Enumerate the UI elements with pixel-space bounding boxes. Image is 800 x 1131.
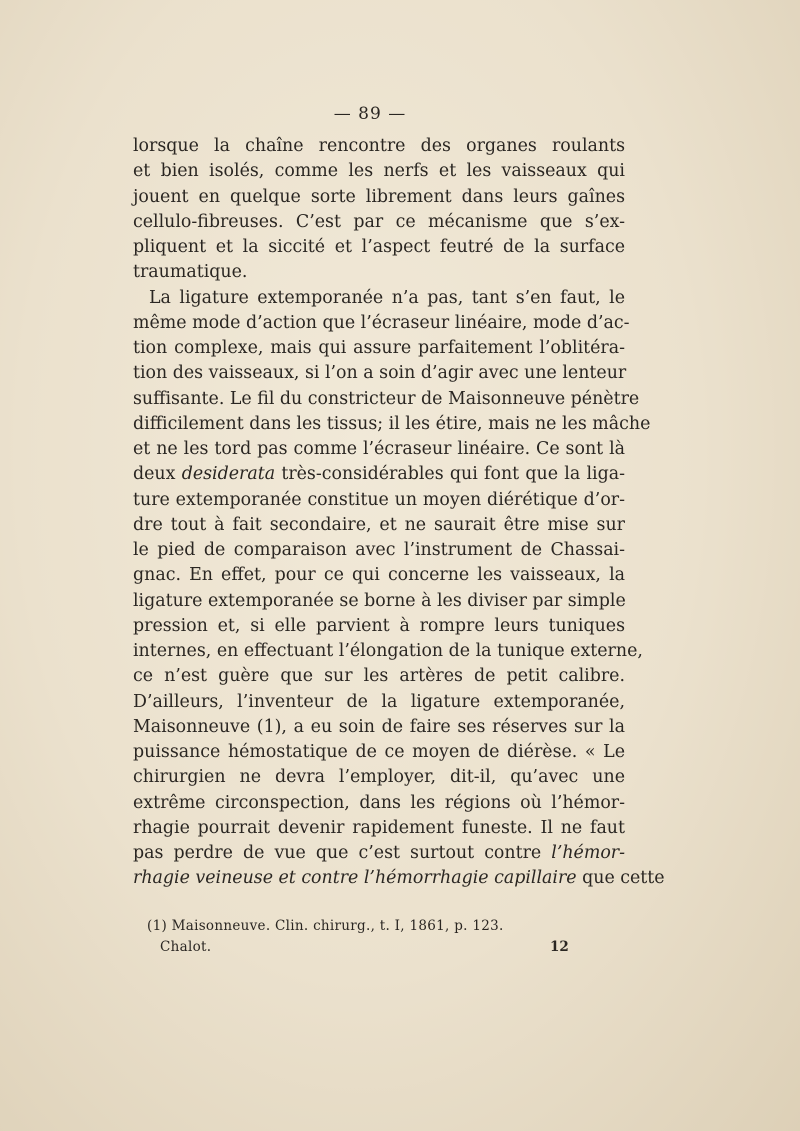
- italic-term: desiderata: [181, 464, 276, 485]
- footnote: (1) Maisonneuve. Clin. chirurg., t. I, 1861, p. 123.: [147, 918, 504, 934]
- text-line: cellulo-fibreuses. C’est par ce mécanisme que s’ex-: [133, 211, 625, 232]
- text-line: [133, 841, 625, 866]
- text-line: ligature extemporanée se borne à les diviser par simple: [133, 590, 626, 611]
- signature-mark: Chalot.: [160, 939, 212, 955]
- text-line: [133, 866, 665, 891]
- text-line: gnac. En effet, pour ce qui concerne les vaisseaux, la: [133, 565, 625, 586]
- text-line: jouent en quelque sorte librement dans leurs gaînes: [133, 186, 625, 207]
- text-line: et bien isolés, comme les nerfs et les vaisseaux qui: [133, 161, 625, 182]
- text-line: internes, en effectuant l’élongation de la tunique externe,: [133, 641, 643, 661]
- page-number: — 89 —: [333, 104, 407, 124]
- text-line: tion des vaisseaux, si l’on a soin d’agir avec une lenteur: [133, 363, 627, 384]
- italic-term: rhagie veineuse et contre l’hémorrhagie capillaire: [133, 868, 577, 889]
- text-line: le pied de comparaison avec l’instrument de Chassai-: [133, 540, 625, 560]
- text-run: deux: [133, 464, 182, 485]
- text-line: même mode d’action que l’écraseur linéaire, mode d’ac-: [133, 312, 630, 333]
- text-line: pliquent et la siccité et l’aspect feutré de la surface: [133, 237, 625, 257]
- text-run: pas perdre de vue que c’est surtout contre: [133, 843, 552, 863]
- text-line: La ligature extemporanée n’a pas, tant s’en faut, le: [149, 287, 625, 308]
- text-line: traumatique.: [133, 262, 248, 283]
- text-line: et ne les tord pas comme l’écraseur linéaire. Ce sont là: [133, 439, 625, 459]
- text-run: que cette: [576, 868, 665, 889]
- text-line: extrême circonspection, dans les régions où l’hémor-: [133, 792, 625, 813]
- sheet-number: 12: [550, 939, 569, 955]
- text-line: D’ailleurs, l’inventeur de la ligature extemporanée,: [133, 691, 625, 712]
- text-line: rhagie pourrait devenir rapidement funeste. Il ne faut: [133, 817, 625, 838]
- body-text: [133, 134, 665, 892]
- text-line: pression et, si elle parvient à rompre leurs tuniques: [133, 615, 625, 636]
- text-line: suffisante. Le fil du constricteur de Maisonneuve pénètre: [133, 388, 640, 409]
- text-line: puissance hémostatique de ce moyen de diérèse. « Le: [133, 742, 625, 762]
- text-line: lorsque la chaîne rencontre des organes roulants: [133, 136, 625, 156]
- italic-term: l’hémor-: [551, 843, 625, 863]
- text-line: dre tout à fait secondaire, et ne saurait être mise sur: [133, 514, 625, 535]
- text-run: très-considérables qui font que la liga-: [275, 464, 625, 485]
- text-line: Maisonneuve (1), a eu soin de faire ses réserves sur la: [133, 716, 625, 737]
- text-line: tion complexe, mais qui assure parfaitement l’oblitéra-: [133, 338, 625, 358]
- text-line: difficilement dans les tissus; il les étire, mais ne les mâche: [133, 413, 651, 434]
- text-line: ture extemporanée constitue un moyen diérétique d’or-: [133, 489, 625, 510]
- text-line: chirurgien ne devra l’employer, dit-il, qu’avec une: [133, 767, 625, 788]
- text-line: ce n’est guère que sur les artères de petit calibre.: [133, 666, 625, 687]
- text-line: [133, 462, 625, 487]
